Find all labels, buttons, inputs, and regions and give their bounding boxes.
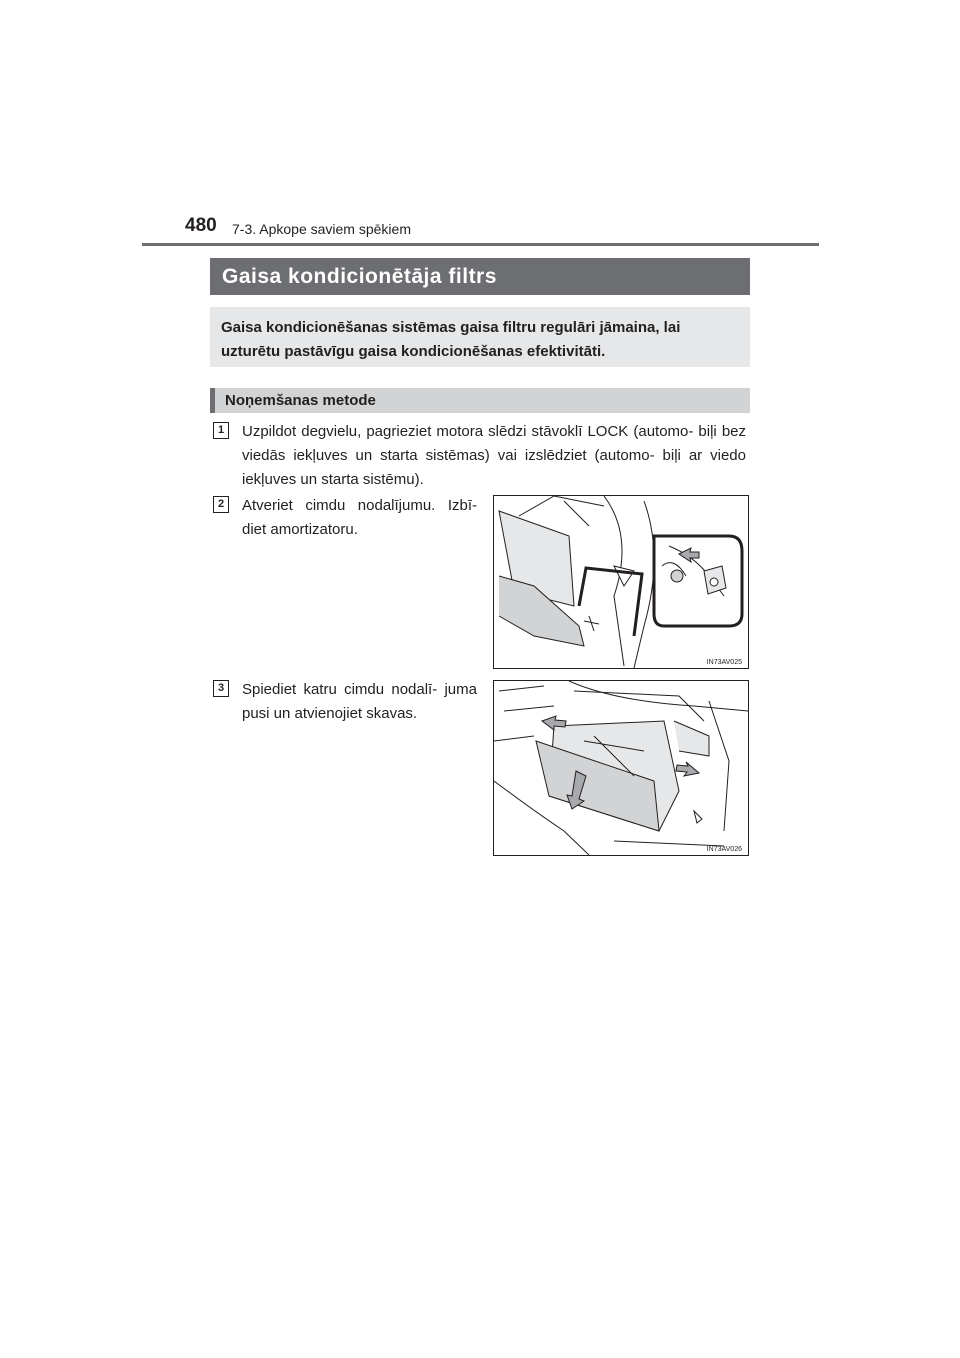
- step-text-2: Atveriet cimdu nodalījumu. Izbī- diet amortizatoru.: [242, 497, 477, 538]
- section-intro: Gaisa kondicionēšanas sistēmas gaisa filtru regulāri jāmaina, lai uzturētu pastāvīgu gaisa kondicionēšanas efektivitāti.: [210, 307, 750, 367]
- figure-code-2: IN73AV025: [706, 659, 742, 666]
- step-number-3: 3: [213, 680, 229, 697]
- arrow-icon: [676, 762, 699, 776]
- figure-code-3: IN73AV026: [706, 846, 742, 853]
- step-number-2: 2: [213, 496, 229, 513]
- page-number: 480: [185, 215, 217, 236]
- step-text-3: Spiediet katru cimdu nodalī- juma pusi un atvienojiet skavas.: [242, 681, 477, 722]
- glovebox-sides-illustration: [494, 681, 748, 855]
- figure-glovebox-sides: [493, 680, 749, 856]
- step-text-1: Uzpildot degvielu, pagrieziet motora slēdzi stāvoklī LOCK (automo- biļi bez viedās iekļuves un starta sistēmas) vai izslēdziet (automo- biļi ar viedo iekļuves un starta sistēmu).: [242, 423, 746, 488]
- glovebox-damper-illustration: [494, 496, 748, 668]
- chapter-title: 7-3. Apkope saviem spēkiem: [232, 221, 411, 237]
- section-title: Gaisa kondicionētāja filtrs: [210, 258, 750, 295]
- step-number-1: 1: [213, 422, 229, 439]
- figure-glovebox-damper: [493, 495, 749, 669]
- subsection-title: Noņemšanas metode: [210, 388, 750, 413]
- header-rule: [142, 243, 819, 246]
